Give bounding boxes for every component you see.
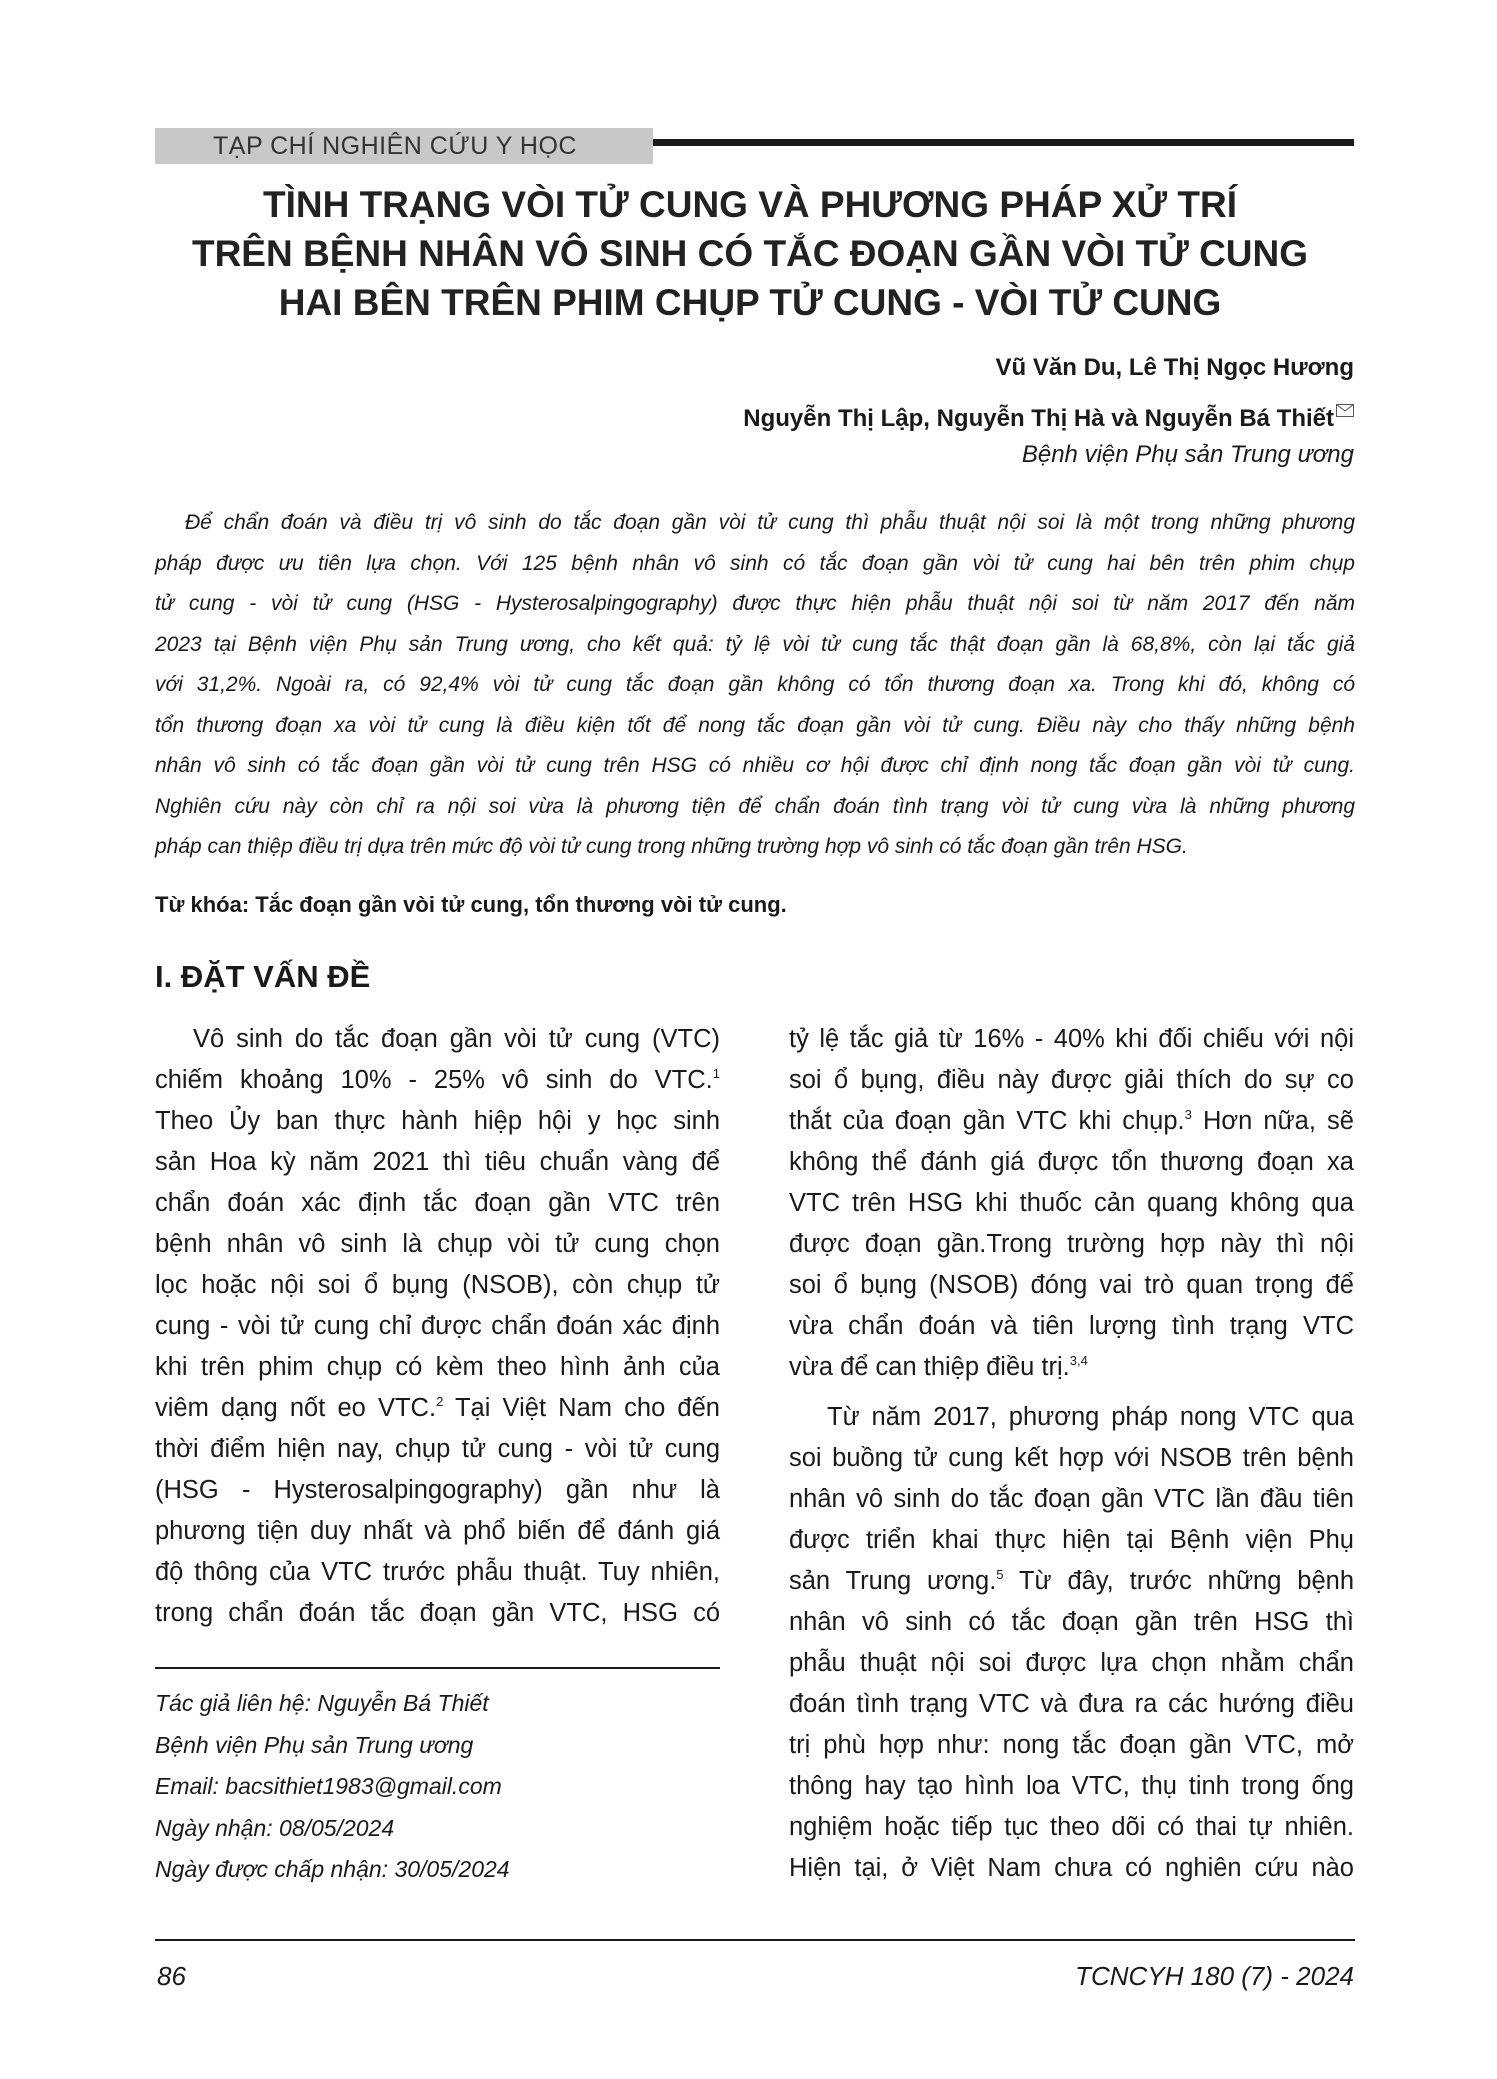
text-line: trong chẩn đoán tắc đoạn gần VTC, HSG có	[155, 1599, 720, 1627]
text-span: Tại Việt Nam cho đến	[443, 1394, 720, 1422]
text-line: cung - vòi tử cung chỉ được chẩn đoán xác định	[155, 1312, 720, 1340]
text-line	[789, 1561, 1354, 1602]
authors-line-1: Vũ Văn Du, Lê Thị Ngọc Hương	[995, 354, 1354, 381]
left-column	[155, 1019, 720, 1634]
abstract-line: với 31,2%. Ngoài ra, có 92,4% vòi tử cung tắc đoạn gần không có tổn thương đoạn xa. Trong khi đó, không có	[155, 673, 1355, 696]
text-line: không thể đánh giá được tổn thương đoạn xa	[789, 1148, 1354, 1176]
text-line: phẫu thuật nội soi được lựa chọn nhằm chẩn	[789, 1649, 1354, 1677]
text-line: nhân vô sinh có tắc đoạn gần trên HSG thì	[789, 1608, 1354, 1636]
text-line: thông hay tạo hình loa VTC, thụ tinh trong ống	[789, 1772, 1354, 1800]
corresponding-author: Tác giả liên hệ: Nguyễn Bá Thiết	[155, 1690, 489, 1716]
section-heading: I. ĐẶT VẤN ĐỀ	[155, 959, 371, 994]
page-number: 86	[157, 1961, 186, 1991]
footnote-rule	[155, 1667, 720, 1669]
text-line: trị phù hợp như: nong tắc đoạn gần VTC, mở	[789, 1731, 1354, 1759]
footer-rule	[155, 1939, 1355, 1941]
abstract-line: tổn thương đoạn xa vòi tử cung là điều kiện tốt để nong tắc đoạn gần vòi tử cung. Điều này cho thấy những bệnh	[155, 713, 1355, 737]
text-span: sản Trung ương.	[789, 1567, 997, 1595]
citation-ref: 5	[996, 1567, 1004, 1582]
title-line: TRÊN BỆNH NHÂN VÔ SINH CÓ TẮC ĐOẠN GẦN VÒI TỬ CUNG	[191, 233, 1309, 274]
text-line	[789, 1101, 1354, 1142]
text-line: lọc hoặc nội soi ổ bụng (NSOB), còn chụp tử	[155, 1271, 720, 1299]
text-line: độ thông của VTC trước phẫu thuật. Tuy nhiên,	[155, 1558, 720, 1586]
text-span: Hơn nữa, sẽ	[1191, 1107, 1354, 1135]
text-span: viêm dạng nốt eo VTC.	[155, 1394, 437, 1422]
text-span: chiếm khoảng 10% - 25% vô sinh do VTC.	[155, 1066, 713, 1094]
article-title	[140, 180, 1360, 327]
abstract	[155, 503, 1355, 868]
abstract-line: Nghiên cứu này còn chỉ ra nội soi vừa là phương tiện để chẩn đoán tình trạng vòi tử cung vừa là những phương	[155, 794, 1355, 818]
text-line: đoán tình trạng VTC và đưa ra các hướng điều	[789, 1690, 1354, 1718]
text-line: bệnh nhân vô sinh là chụp vòi tử cung chọn	[155, 1230, 720, 1258]
citation-ref: 1	[712, 1066, 720, 1081]
authors-line-2-text: Nguyễn Thị Lập, Nguyễn Thị Hà và Nguyễn Bá Thiết	[743, 405, 1334, 432]
text-line: được đoạn gần.Trong trường hợp này thì nội	[789, 1230, 1354, 1258]
text-line: tỷ lệ tắc giả từ 16% - 40% khi đối chiếu với nội	[789, 1025, 1354, 1053]
text-line: chẩn đoán xác định tắc đoạn gần VTC trên	[155, 1189, 720, 1217]
text-line	[155, 1388, 720, 1429]
affiliation: Bệnh viện Phụ sản Trung ương	[1021, 441, 1354, 468]
mail-icon	[1336, 396, 1354, 424]
text-line: nhân vô sinh do tắc đoạn gần VTC lần đầu tiên	[789, 1485, 1354, 1513]
abstract-line: Để chẩn đoán và điều trị vô sinh do tắc đoạn gần vòi tử cung thì phẫu thuật nội soi là một trong những phương	[185, 511, 1355, 534]
received-date: Ngày nhận: 08/05/2024	[155, 1814, 395, 1841]
text-line: được triển khai thực hiện tại Bệnh viện Phụ	[789, 1526, 1354, 1554]
text-line: Từ năm 2017, phương pháp nong VTC qua	[827, 1403, 1354, 1431]
text-span: thắt của đoạn gần VTC khi chụp.	[789, 1107, 1185, 1135]
citation-ref: 2	[436, 1394, 444, 1409]
text-line	[155, 1060, 720, 1101]
corresponding-email: Email: bacsithiet1983@gmail.com	[155, 1773, 502, 1799]
text-span: vừa để can thiệp điều trị.	[789, 1353, 1070, 1381]
text-line	[789, 1347, 1354, 1388]
text-line: Vô sinh do tắc đoạn gần vòi tử cung (VTC)	[193, 1025, 720, 1053]
journal-reference: TCNCYH 180 (7) - 2024	[1075, 1961, 1354, 1991]
title-line: HAI BÊN TRÊN PHIM CHỤP TỬ CUNG - VÒI TỬ CUNG	[278, 282, 1222, 323]
text-line: khi trên phim chụp có kèm theo hình ảnh của	[155, 1353, 720, 1381]
abstract-line: 2023 tại Bệnh viện Phụ sản Trung ương, cho kết quả: tỷ lệ vòi tử cung tắc thật đoạn gần là 68,8%, còn lại tắc giả	[155, 632, 1355, 656]
citation-ref: 3	[1184, 1107, 1192, 1122]
journal-header-label: TẠP CHÍ NGHIÊN CỨU Y HỌC	[155, 128, 653, 164]
text-line: thời điểm hiện nay, chụp tử cung - vòi tử cung	[155, 1435, 720, 1463]
text-line: phương tiện duy nhất và phổ biến để đánh giá	[155, 1517, 720, 1545]
text-span: Từ đây, trước những bệnh	[1003, 1567, 1354, 1595]
abstract-line: pháp can thiệp điều trị dựa trên mức độ vòi tử cung trong những trường hợp vô sinh có tắc đoạn gần trên HSG.	[155, 835, 1188, 858]
corresponding-hospital: Bệnh viện Phụ sản Trung ương	[155, 1731, 474, 1758]
accepted-date: Ngày được chấp nhận: 30/05/2024	[155, 1856, 510, 1882]
abstract-line: tử cung - vòi tử cung (HSG - Hysterosalpingography) được thực hiện phẫu thuật nội soi từ năm 2017 đến năm	[155, 592, 1355, 615]
text-line: soi buồng tử cung kết hợp với NSOB trên bệnh	[789, 1444, 1354, 1472]
text-line: sản Hoa kỳ năm 2021 thì tiêu chuẩn vàng để	[155, 1148, 720, 1176]
authors-line-2	[743, 396, 1354, 433]
text-line: (HSG - Hysterosalpingography) gần như là	[155, 1476, 720, 1504]
keywords: Từ khóa: Tắc đoạn gần vòi tử cung, tổn thương vòi tử cung.	[155, 892, 787, 917]
text-line: soi ổ bụng, điều này được giải thích do sự co	[789, 1066, 1354, 1094]
footnote	[155, 1683, 510, 1891]
text-line: VTC trên HSG khi thuốc cản quang không qua	[789, 1189, 1354, 1217]
header-rule	[653, 139, 1354, 146]
text-line: soi ổ bụng (NSOB) đóng vai trò quan trọng để	[789, 1271, 1354, 1299]
title-line: TÌNH TRẠNG VÒI TỬ CUNG VÀ PHƯƠNG PHÁP XỬ TRÍ	[262, 184, 1237, 225]
abstract-line: pháp được ưu tiên lựa chọn. Với 125 bệnh nhân vô sinh có tắc đoạn gần vòi tử cung hai bên trên phim chụp	[155, 551, 1355, 575]
text-line: Theo Ủy ban thực hành hiệp hội y học sinh	[155, 1107, 720, 1135]
abstract-line: nhân vô sinh có tắc đoạn gần vòi tử cung trên HSG có nhiều cơ hội được chỉ định nong tắc đoạn gần vòi tử cung.	[155, 754, 1355, 777]
text-line: nghiệm hoặc tiếp tục theo dõi có thai tự nhiên.	[789, 1813, 1354, 1841]
right-column	[789, 1019, 1354, 1889]
citation-ref: 3,4	[1069, 1353, 1088, 1368]
text-line: Hiện tại, ở Việt Nam chưa có nghiên cứu nào	[789, 1854, 1354, 1882]
text-line: vừa chẩn đoán và tiên lượng tình trạng VTC	[789, 1312, 1354, 1340]
